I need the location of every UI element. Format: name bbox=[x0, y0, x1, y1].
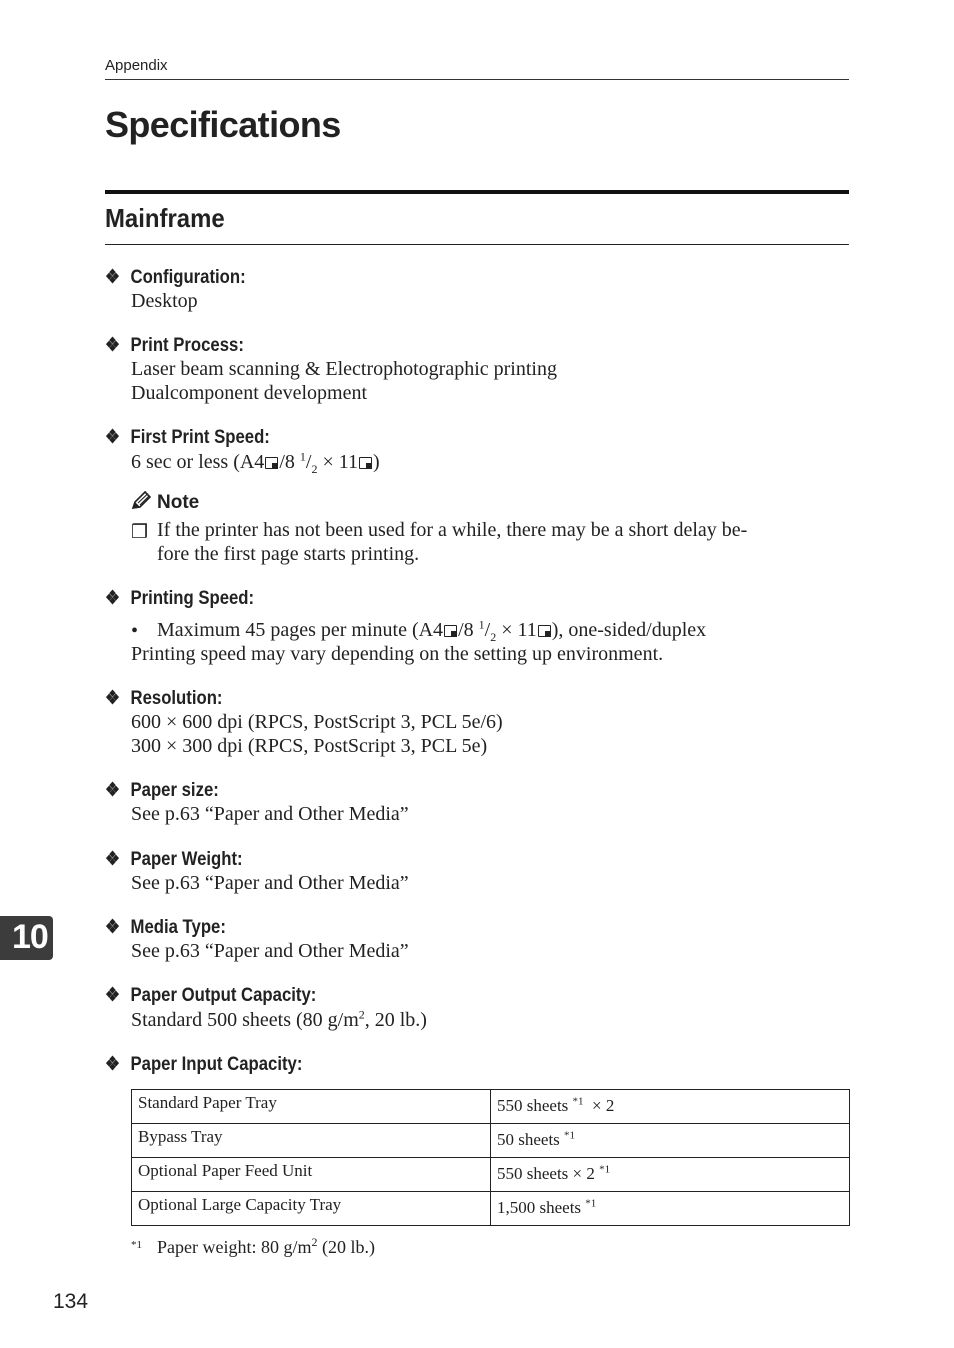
paper-input-capacity-table bbox=[131, 1089, 850, 1226]
diamond-cross-icon: ❖ bbox=[105, 849, 121, 870]
section-title: Mainframe bbox=[105, 203, 225, 233]
diamond-cross-icon: ❖ bbox=[105, 335, 121, 356]
pencil-icon bbox=[130, 490, 152, 512]
spec-value-printing-speed-2: Printing speed may vary depending on the setting up environment. bbox=[131, 643, 664, 665]
diamond-cross-icon: ❖ bbox=[105, 267, 121, 288]
tray-cell: Optional Large Capacity Tray bbox=[132, 1192, 491, 1226]
spec-heading-paper-weight: ❖ Paper Weight: bbox=[105, 849, 243, 870]
spec-heading-paper-input-capacity: ❖ Paper Input Capacity: bbox=[105, 1054, 303, 1075]
spec-heading-media-type: ❖ Media Type: bbox=[105, 917, 226, 938]
page-number: 134 bbox=[53, 1290, 89, 1313]
checkbox-bullet-icon: ❒ bbox=[131, 522, 149, 543]
diamond-cross-icon: ❖ bbox=[105, 780, 121, 801]
spec-value-printing-speed-1: Maximum 45 pages per minute (A4 /8 $^1/_2 \times 11$ ), one-sided/duplex bbox=[157, 617, 707, 644]
spec-value-paper-weight: See p.63 “Paper and Other Media” bbox=[131, 872, 409, 894]
spec-value-media-type: See p.63 “Paper and Other Media” bbox=[131, 940, 409, 962]
paper-orientation-icon bbox=[444, 625, 457, 637]
table-row bbox=[132, 1158, 850, 1192]
spec-value-resolution-2: 300 × 300 dpi (RPCS, PostScript 3, PCL 5e) bbox=[131, 735, 488, 757]
spec-value-print-process-2: Dualcomponent development bbox=[131, 382, 368, 404]
spec-value-print-process-1: Laser beam scanning & Electrophotographic printing bbox=[131, 358, 557, 380]
table-row bbox=[132, 1124, 850, 1158]
spec-heading-resolution: ❖ Resolution: bbox=[105, 688, 223, 709]
spec-value-paper-output-capacity: Standard 500 sheets (80 $g/m^2$, 20 lb.) bbox=[131, 1007, 427, 1031]
table-footnote: $^{*1}$ Paper weight: 80 $g/m^2$ (20 lb.) bbox=[131, 1235, 375, 1257]
capacity-cell: 1,500 sheets $^{*1}$ bbox=[491, 1192, 850, 1226]
diamond-cross-icon: ❖ bbox=[105, 917, 121, 938]
diamond-cross-icon: ❖ bbox=[105, 427, 121, 448]
spec-value-resolution-1: 600 × 600 dpi (RPCS, PostScript 3, PCL 5e/6) bbox=[131, 711, 503, 733]
table-row bbox=[132, 1090, 850, 1124]
capacity-cell: 50 sheets $^{*1}$ bbox=[491, 1124, 850, 1158]
section-rule-top bbox=[105, 190, 849, 194]
paper-orientation-icon bbox=[359, 457, 372, 469]
tray-cell: Standard Paper Tray bbox=[132, 1090, 491, 1124]
diamond-cross-icon: ❖ bbox=[105, 985, 121, 1006]
page-title: Specifications bbox=[105, 104, 341, 145]
tray-cell: Optional Paper Feed Unit bbox=[132, 1158, 491, 1192]
spec-value-configuration: Desktop bbox=[131, 290, 198, 312]
diamond-cross-icon: ❖ bbox=[105, 1054, 121, 1075]
capacity-cell: 550 sheets $^{*1}$ × 2 bbox=[491, 1090, 850, 1124]
spec-heading-paper-output-capacity: ❖ Paper Output Capacity: bbox=[105, 985, 317, 1006]
tray-cell: Bypass Tray bbox=[132, 1124, 491, 1158]
paper-orientation-icon bbox=[538, 625, 551, 637]
note-text-line-2: fore the first page starts printing. bbox=[157, 543, 420, 565]
spec-heading-configuration: ❖ Configuration: bbox=[105, 267, 246, 288]
note-title: Note bbox=[157, 492, 200, 513]
running-header: Appendix bbox=[105, 57, 168, 74]
spec-heading-print-process: ❖ Print Process: bbox=[105, 335, 244, 356]
spec-heading-paper-size: ❖ Paper size: bbox=[105, 780, 219, 801]
capacity-cell: 550 sheets × 2 $^{*1}$ bbox=[491, 1158, 850, 1192]
spec-value-first-print-speed: 6 sec or less (A4 /8 $^1/_2 \times 11$ ) bbox=[131, 449, 380, 476]
spec-heading-first-print-speed: ❖ First Print Speed: bbox=[105, 427, 270, 448]
header-rule bbox=[105, 79, 849, 80]
spec-value-paper-size: See p.63 “Paper and Other Media” bbox=[131, 803, 409, 825]
table-row bbox=[132, 1192, 850, 1226]
note-text-line-1: If the printer has not been used for a while, there may be a short delay be- bbox=[157, 519, 748, 541]
section-rule-bottom bbox=[105, 244, 849, 245]
chapter-number: 10 bbox=[12, 918, 48, 956]
spec-heading-printing-speed: ❖ Printing Speed: bbox=[105, 588, 255, 609]
diamond-cross-icon: ❖ bbox=[105, 688, 121, 709]
paper-orientation-icon bbox=[265, 457, 278, 469]
bullet-icon: • bbox=[131, 620, 139, 642]
diamond-cross-icon: ❖ bbox=[105, 588, 121, 609]
